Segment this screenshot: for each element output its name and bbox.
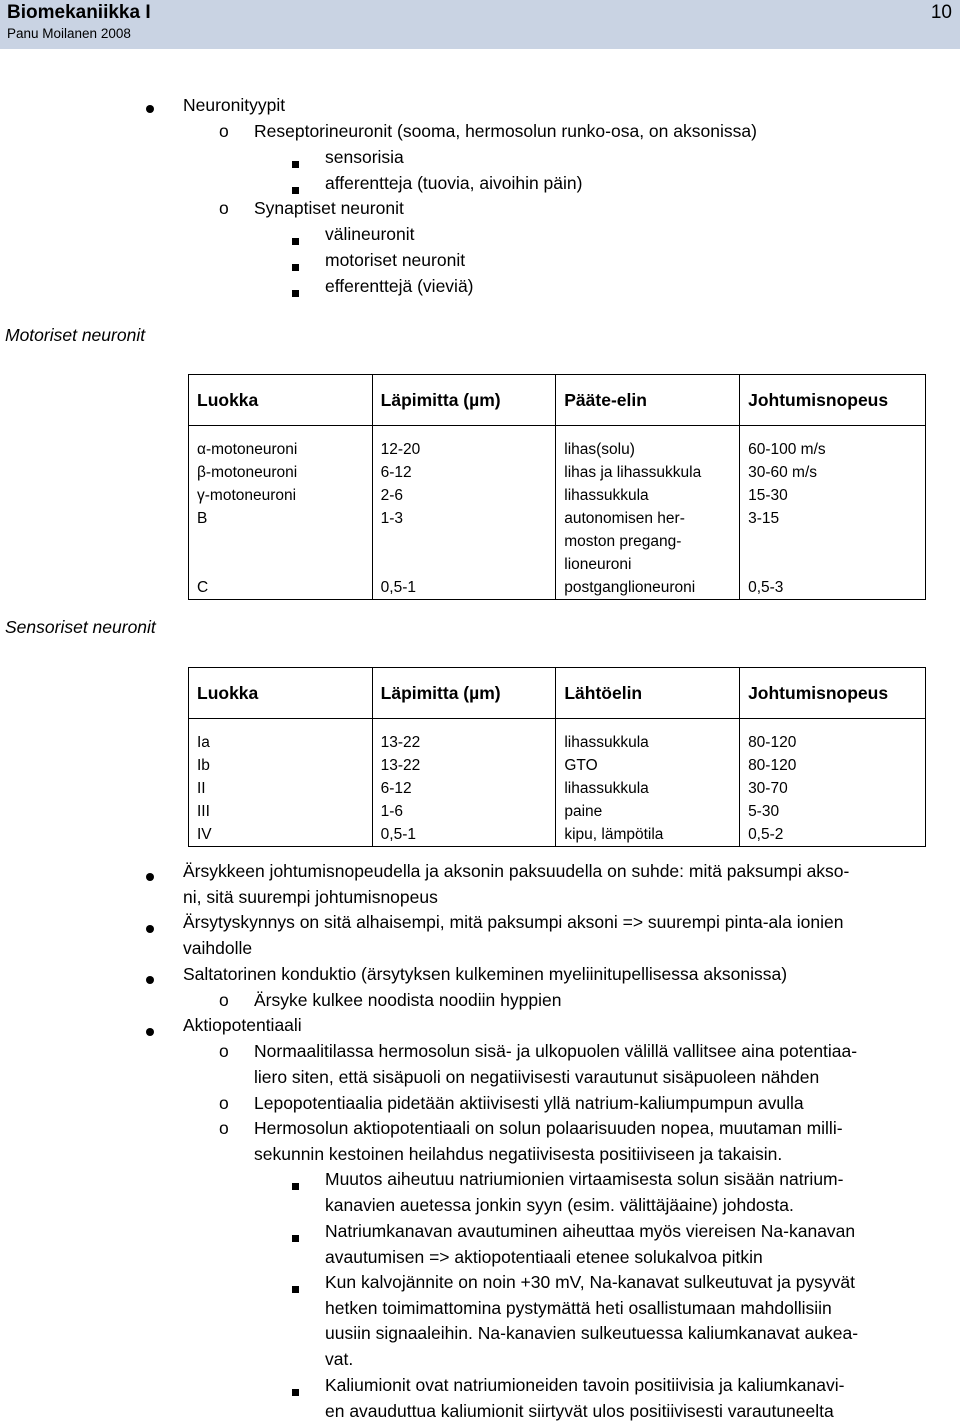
receptor-item: sensorisia [325, 147, 404, 167]
document-title: Biomekaniikka I [7, 2, 151, 23]
bullet-o: o [219, 1118, 229, 1138]
paragraph: Muutos aiheutuu natriumionien virtaamisesta solun sisään natrium- kanavien auetessa jonkin syyn (esim. välittäjäaine) johdosta. [325, 1169, 844, 1215]
table-cell: 1-3 [372, 507, 556, 576]
table-row [189, 823, 926, 847]
table-cell: 6-12 [372, 777, 556, 800]
bullet-o: o [219, 198, 229, 218]
table-cell: GTO [556, 754, 740, 777]
motor-neurons-label: Motoriset neuronit [5, 325, 146, 345]
table-cell: γ-motoneuroni [189, 484, 373, 507]
table-row [189, 484, 926, 507]
table-cell: lihas ja lihassukkula [556, 461, 740, 484]
table-header-row [189, 668, 926, 719]
table-cell: autonomisen her- moston pregang- lioneuroni [556, 507, 740, 576]
table-row [189, 800, 926, 823]
paragraph: Ärsytyskynnys on sitä alhaisempi, mitä paksumpi aksoni => suurempi pinta-ala ionien vaihdolle [183, 912, 844, 958]
receptor-neurons: Reseptorineuronit (sooma, hermosolun runko-osa, on aksonissa) [254, 121, 757, 141]
table-cell: B [189, 507, 373, 576]
table-cell: lihassukkula [556, 484, 740, 507]
table-cell: C [189, 576, 373, 600]
table-cell: 30-70 [740, 777, 926, 800]
column-header: Johtumisnopeus [740, 375, 926, 426]
paragraph: Hermosolun aktiopotentiaali on solun polaarisuuden nopea, muutaman milli- sekunnin kestoinen heilahdus negatiivisesta positiiviseen ja takaisin. [254, 1118, 843, 1164]
synaptic-neurons: Synaptiset neuronit [254, 198, 404, 218]
table-cell: 1-6 [372, 800, 556, 823]
table-row [189, 777, 926, 800]
table-cell: 0,5-1 [372, 823, 556, 847]
column-header: Luokka [189, 668, 373, 719]
table-cell: β-motoneuroni [189, 461, 373, 484]
bullet-square [292, 227, 299, 251]
table-cell: paine [556, 800, 740, 823]
paragraph: Normaalitilassa hermosolun sisä- ja ulkopuolen välillä vallitsee aina potentiaa- liero siten, että sisäpuoli on negatiivisesti varautunut sisäpuoleen nähden [254, 1041, 858, 1087]
table-row [189, 731, 926, 754]
neuron-types-heading: Neuronityypit [183, 95, 286, 115]
bullet-o: o [219, 1093, 229, 1113]
paragraph: Saltatorinen konduktio (ärsytyksen kulkeminen myeliinitupellisessa aksonissa) [183, 964, 788, 984]
receptor-item: afferentteja (tuovia, aivoihin päin) [325, 173, 583, 193]
synaptic-item: motoriset neuronit [325, 250, 466, 270]
bullet-square [292, 1275, 299, 1299]
bullet-square [292, 253, 299, 277]
paragraph: Kun kalvojännite on noin +30 mV, Na-kanavat sulkeutuvat ja pysyvät hetken toimimattomina pystymättä heti osallistumaan mahdollisiin uusiin signaaleihin. Na-kanavien sulkeutuessa kaliumkanavat aukea- vat. [325, 1272, 859, 1370]
table-row [189, 754, 926, 777]
table-row [189, 576, 926, 600]
table-cell: 60-100 m/s [740, 438, 926, 461]
bullet-dot [146, 915, 154, 939]
table-cell: II [189, 777, 373, 800]
column-header: Lähtöelin [556, 668, 740, 719]
column-header: Läpimitta (µm) [372, 375, 556, 426]
column-header: Läpimitta (µm) [372, 668, 556, 719]
table-cell: postganglioneuroni [556, 576, 740, 600]
table-cell: 80-120 [740, 731, 926, 754]
table-cell: kipu, lämpötila [556, 823, 740, 847]
table-cell: 12-20 [372, 438, 556, 461]
table-cell: Ia [189, 731, 373, 754]
sensory-neurons-label: Sensoriset neuronit [5, 617, 156, 637]
table-cell: IV [189, 823, 373, 847]
table-cell: 15-30 [740, 484, 926, 507]
document-author: Panu Moilanen 2008 [7, 26, 131, 41]
sensory-neurons-table [188, 667, 926, 847]
paragraph: Kaliumionit ovat natriumioneiden tavoin positiivisia ja kaliumkanavi- en avauduttua kaliumionit siirtyvät ulos positiivisesti varautuneelta [325, 1375, 845, 1421]
bullet-square [292, 1378, 299, 1402]
table-cell: lihassukkula [556, 777, 740, 800]
table-cell: 2-6 [372, 484, 556, 507]
bullet-o: o [219, 121, 229, 141]
bullet-dot [146, 1018, 154, 1042]
bullet-square [292, 1224, 299, 1248]
synaptic-item: välineuronit [325, 224, 415, 244]
paragraph: Lepopotentiaalia pidetään aktiivisesti yllä natrium-kaliumpumpun avulla [254, 1093, 804, 1113]
column-header: Luokka [189, 375, 373, 426]
motor-neurons-table [188, 374, 926, 600]
bullet-dot [146, 966, 154, 990]
table-cell: 13-22 [372, 754, 556, 777]
table-cell: 30-60 m/s [740, 461, 926, 484]
table-cell: Ib [189, 754, 373, 777]
table-cell: 13-22 [372, 731, 556, 754]
bullet-dot [146, 863, 154, 887]
table-row [189, 438, 926, 461]
table-cell: lihassukkula [556, 731, 740, 754]
table-cell: 0,5-3 [740, 576, 926, 600]
bullet-square [292, 150, 299, 174]
table-cell: 5-30 [740, 800, 926, 823]
bullet-dot [146, 95, 154, 119]
column-header: Pääte-elin [556, 375, 740, 426]
table-header-row [189, 375, 926, 426]
table-cell: III [189, 800, 373, 823]
table-cell: 3-15 [740, 507, 926, 576]
bullet-square [292, 279, 299, 303]
bullet-o: o [219, 990, 229, 1010]
table-cell: 6-12 [372, 461, 556, 484]
table-row [189, 461, 926, 484]
paragraph: Aktiopotentiaali [183, 1015, 302, 1035]
column-header: Johtumisnopeus [740, 668, 926, 719]
table-cell: 80-120 [740, 754, 926, 777]
paragraph: Ärsyke kulkee noodista noodiin hyppien [254, 990, 562, 1010]
table-cell: 0,5-2 [740, 823, 926, 847]
table-row [189, 507, 926, 576]
paragraph: Ärsykkeen johtumisnopeudella ja aksonin paksuudella on suhde: mitä paksumpi akso- ni, sitä suurempi johtumisnopeus [183, 861, 850, 907]
table-cell: α-motoneuroni [189, 438, 373, 461]
bullet-o: o [219, 1041, 229, 1061]
table-cell: 0,5-1 [372, 576, 556, 600]
synaptic-item: efferenttejä (vieviä) [325, 276, 474, 296]
page-header [0, 0, 960, 49]
page-number: 10 [930, 2, 952, 23]
table-cell: lihas(solu) [556, 438, 740, 461]
bullet-square [292, 1172, 299, 1196]
paragraph: Natriumkanavan avautuminen aiheuttaa myös viereisen Na-kanavan avautumisen => aktiopotentiaali etenee solukalvoa pitkin [325, 1221, 856, 1267]
